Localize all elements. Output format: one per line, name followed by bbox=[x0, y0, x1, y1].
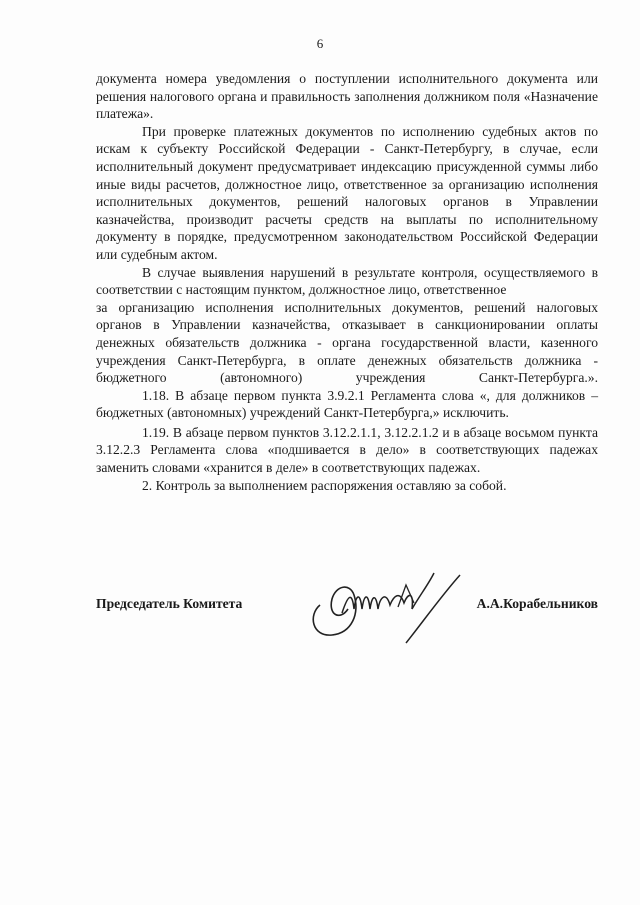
page-number: 6 bbox=[316, 36, 324, 51]
paragraph-2: 2. Контроль за выполнением распоряжения оставляю за собой. bbox=[142, 477, 507, 493]
signature-row bbox=[96, 590, 598, 630]
paragraph-verification: При проверке платежных документов по исполнению судебных актов по искам к субъекту Российской Федерации - Санкт-Петербургу, в случае, если исполнительный документ предусматривает индексацию присужденной суммы либо иные виды расчетов, должностное лицо, ответственное за организацию исполнения исполнительных документов, решений налоговых органов в Управлении казначейства, производит расчеты средств на выплаты по исполнительному документу в порядке, предусмотренном законодательством Российской Федерации или судебным актом. bbox=[96, 123, 598, 262]
signatory-name: А.А.Корабельников bbox=[476, 596, 598, 611]
paragraph-1-19: 1.19. В абзаце первом пунктов 3.12.2.1.1, 3.12.2.1.2 и в абзаце восьмом пункта 3.12.2.3 Регламента слова «подшивается в дело» в соответствующих падежах заменить словами «хранится в деле» в соответствующих падежах. bbox=[96, 424, 598, 476]
paragraph-1-18: 1.18. В абзаце первом пункта 3.9.2.1 Регламента слова «, для должников – бюджетных (автономных) учреждений Санкт-Петербурга,» исключить. bbox=[96, 387, 598, 421]
signatory-position: Председатель Комитета bbox=[96, 596, 243, 611]
paragraph-refusal: за организацию исполнения исполнительных документов, решений налоговых органов в Управлении казначейства, отказывает в санкционировании оплаты денежных обязательств должника - органа государственной власти, казенного учреждения Санкт-Петербурга, в оплате денежных обязательств должника - бюджетного (автономного) учреждения Санкт-Петербурга.». bbox=[96, 299, 598, 386]
document-body bbox=[96, 70, 598, 494]
paragraph-violations: В случае выявления нарушений в результате контроля, осуществляемого в соответствии с настоящим пунктом, должностное лицо, ответственное bbox=[96, 264, 598, 298]
paragraph-continuation: документа номера уведомления о поступлении исполнительного документа или решения налогового органа и правильность заполнения должником поля «Назначение платежа». bbox=[96, 71, 598, 122]
